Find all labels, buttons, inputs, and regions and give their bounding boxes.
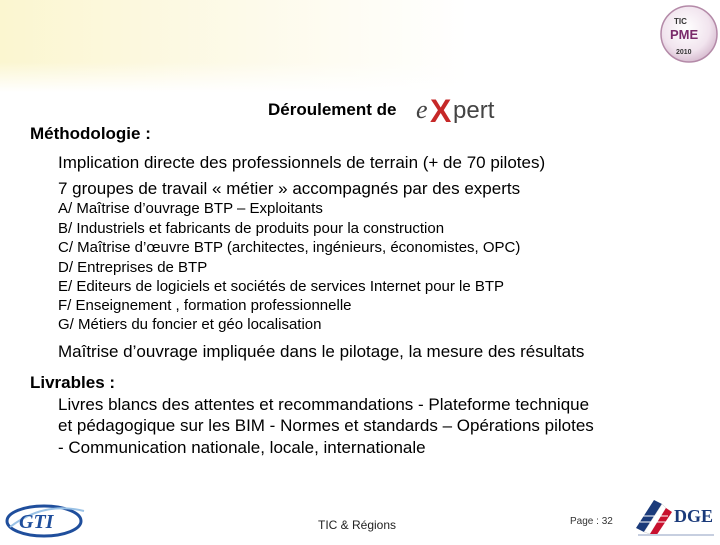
corner-logo-line-2: PME	[670, 27, 699, 42]
group-item-c: C/ Maîtrise d’œuvre BTP (architectes, ingénieurs, économistes, OPC)	[58, 239, 521, 256]
group-item-b: B/ Industriels et fabricants de produits pour la construction	[58, 220, 445, 237]
livrables-line-1: Livres blancs des attentes et recommandations - Plateforme technique	[58, 395, 590, 414]
svg-text:pert: pert	[453, 97, 495, 124]
footer-center-text: TIC & Régions	[318, 518, 397, 532]
livrables-label: Livrables :	[30, 373, 116, 392]
group-item-e: E/ Editeurs de logiciels et sociétés de services Internet pour le BTP	[58, 278, 505, 295]
expert-logo	[414, 93, 510, 127]
corner-logo-line-3: 2010	[676, 49, 692, 56]
corner-logo-line-1: TIC	[674, 17, 687, 26]
group-item-g: G/ Métiers du foncier et géo localisation	[58, 316, 322, 333]
page-number: Page : 32	[570, 516, 613, 527]
dge-logo	[634, 494, 718, 540]
header-band	[0, 0, 720, 92]
methodologie-line-1: Implication directe des professionnels de terrain (+ de 70 pilotes)	[58, 153, 546, 172]
methodologie-line-2: 7 groupes de travail « métier » accompagnés par des experts	[58, 179, 521, 198]
svg-text:DGE: DGE	[674, 506, 714, 526]
methodologie-label: Méthodologie :	[30, 124, 151, 143]
group-item-d: D/ Entreprises de BTP	[58, 259, 208, 276]
livrables-line-2: et pédagogique sur les BIM - Normes et standards – Opérations pilotes	[58, 416, 594, 435]
tic-pme-2010-logo	[658, 4, 720, 64]
slide-title	[268, 92, 510, 128]
svg-text:X: X	[430, 93, 452, 127]
group-item-f: F/ Enseignement , formation professionnelle	[58, 297, 352, 314]
methodologie-line-3: Maîtrise d’ouvrage impliquée dans le pilotage, la mesure des résultats	[58, 342, 585, 361]
group-item-a: A/ Maîtrise d’ouvrage BTP – Exploitants	[58, 200, 323, 217]
gti-logo	[4, 497, 90, 539]
title-text: Déroulement de	[268, 100, 397, 119]
svg-text:e: e	[416, 95, 429, 124]
livrables-line-3: - Communication nationale, locale, internationale	[58, 438, 426, 457]
svg-text:GTI: GTI	[19, 511, 54, 533]
